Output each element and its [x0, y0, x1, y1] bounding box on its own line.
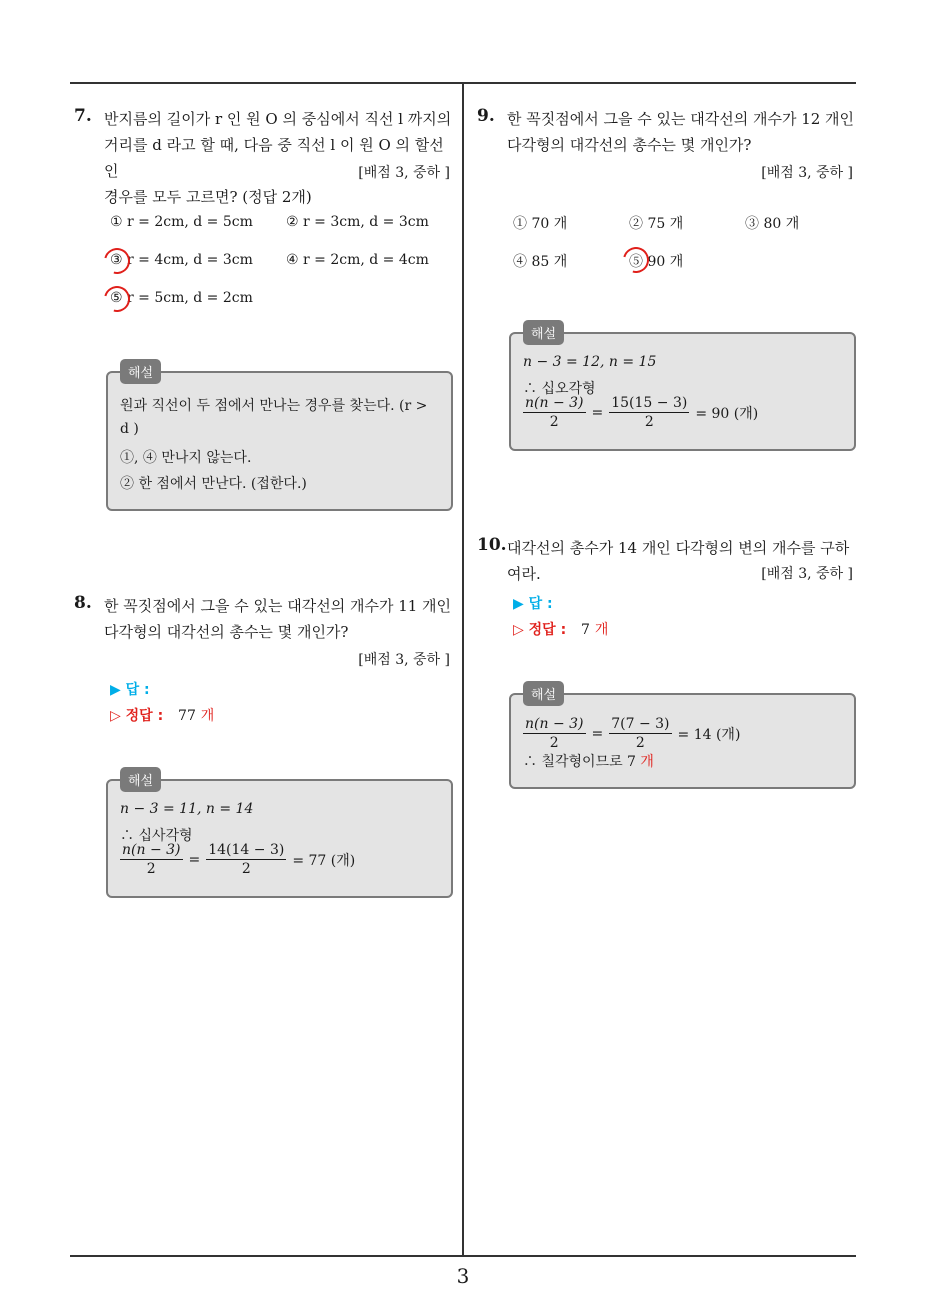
solution-fraction-row [120, 841, 355, 878]
choice-4[interactable]: ④ r = 2cm, d = 4cm [286, 252, 429, 268]
question-text [104, 106, 454, 210]
question-line: 한 꼭짓점에서 그을 수 있는 대각선의 개수가 11 개인 [104, 597, 452, 615]
fraction [523, 394, 586, 431]
fraction [120, 841, 183, 878]
fraction-numerator: n(n − 3) [525, 716, 584, 732]
correct-unit: 개 [200, 708, 215, 724]
fraction-denominator: 2 [241, 861, 251, 877]
solution-box [509, 327, 856, 451]
correct-label: ▷ 정답 : [513, 622, 567, 638]
solution-result: = 14 (개) [677, 726, 741, 743]
question-line: 경우를 모두 고르면? (정답 2개) [104, 188, 312, 206]
question-line: 거리를 d 라고 할 때, 다음 중 직선 l 이 원 O 의 할선인 [104, 136, 444, 180]
score-meta: [배점 3, 중하 ] [358, 652, 450, 668]
fraction-denominator: 2 [644, 414, 654, 430]
question-line: 대각선의 총수가 14 개인 다각형의 변의 개수를 구하 [507, 539, 850, 557]
correct-answer [110, 705, 214, 725]
question-number: 8. [74, 593, 92, 613]
fraction-numerator: 7(7 − 3) [611, 716, 670, 732]
fraction [206, 841, 286, 878]
solution-tag: 해설 [120, 767, 161, 792]
correct-unit: 개 [594, 622, 609, 638]
solution-tag: 해설 [523, 681, 564, 706]
question-9 [477, 106, 857, 276]
question-8 [74, 593, 454, 733]
fraction-denominator: 2 [549, 414, 559, 430]
question-line: 한 꼭짓점에서 그을 수 있는 대각선의 개수가 12 개인 [507, 110, 855, 128]
page-number: 3 [456, 1264, 470, 1288]
fraction [609, 394, 689, 431]
solution-tag: 해설 [523, 320, 564, 345]
choice-2[interactable]: ② 75 개 [629, 216, 684, 232]
solution-line: 원과 직선이 두 점에서 만나는 경우를 찾는다. (r > [120, 398, 428, 414]
correct-answer [513, 619, 608, 639]
choice-1[interactable]: ① r = 2cm, d = 5cm [110, 214, 253, 230]
solution-line: ∴ 십오각형 [523, 381, 596, 397]
fraction-numerator: 14(14 − 3) [208, 842, 285, 858]
answer-label: ▶ 답 : [513, 596, 553, 612]
choice-2[interactable]: ② r = 3cm, d = 3cm [286, 214, 429, 230]
question-number: 9. [477, 106, 495, 126]
solution-line: n − 3 = 11, n = 14 [120, 801, 254, 817]
fraction-denominator: 2 [146, 861, 156, 877]
score-meta: [배점 3, 중하 ] [358, 165, 450, 181]
fraction-numerator: 15(15 − 3) [611, 395, 688, 411]
selected-mark-icon [99, 281, 135, 317]
choice-1[interactable]: ① 70 개 [513, 216, 568, 232]
equals-sign: = [591, 725, 604, 742]
selected-mark-icon [618, 242, 654, 278]
correct-label: ▷ 정답 : [110, 708, 164, 724]
choice-5[interactable]: ⑤ 90 개 [629, 254, 684, 270]
column-divider [462, 83, 464, 1255]
solution-result: = 90 (개) [695, 405, 759, 422]
solution-box [509, 688, 856, 789]
fraction-denominator: 2 [635, 735, 645, 751]
score-meta: [배점 3, 중하 ] [761, 165, 853, 181]
solution-line: d ) [120, 421, 139, 437]
solution-line [523, 751, 654, 771]
solution-line: ①, ④ 만나지 않는다. [120, 450, 252, 466]
fraction [609, 715, 671, 752]
solution-text: ∴ 칠각형이므로 7 [523, 754, 636, 770]
correct-value: 77 [178, 708, 196, 724]
answer-label: ▶ 답 : [110, 682, 150, 698]
question-line: 다각형의 대각선의 총수는 몇 개인가? [507, 136, 752, 154]
solution-unit: 개 [640, 754, 654, 770]
solution-line: n − 3 = 12, n = 15 [523, 354, 657, 370]
fraction-denominator: 2 [549, 735, 559, 751]
fraction-numerator: n(n − 3) [525, 395, 584, 411]
equals-sign: = [188, 851, 201, 868]
fraction-numerator: n(n − 3) [122, 842, 181, 858]
solution-fraction-row [523, 715, 740, 752]
equals-sign: = [591, 404, 604, 421]
choice-3[interactable]: ③ r = 4cm, d = 3cm [110, 252, 253, 268]
selected-mark-icon [99, 243, 135, 279]
solution-box [106, 366, 453, 511]
solution-line: ∴ 십사각형 [120, 828, 193, 844]
choice-4[interactable]: ④ 85 개 [513, 254, 568, 270]
score-meta: [배점 3, 중하 ] [761, 566, 853, 582]
question-number: 10. [477, 535, 507, 555]
fraction [523, 715, 586, 752]
question-text [104, 593, 454, 645]
solution-fraction-row [523, 394, 758, 431]
choice-3[interactable]: ③ 80 개 [745, 216, 800, 232]
question-line: 반지름의 길이가 r 인 원 O 의 중심에서 직선 l 까지의 [104, 110, 452, 128]
correct-value: 7 [581, 622, 590, 638]
question-number: 7. [74, 106, 92, 126]
solution-box [106, 774, 453, 898]
question-10 [477, 535, 857, 645]
solution-result: = 77 (개) [292, 852, 356, 869]
bottom-rule [70, 1255, 856, 1257]
solution-line: ② 한 점에서 만난다. (접한다.) [120, 476, 307, 492]
choice-5[interactable]: ⑤ r = 5cm, d = 2cm [110, 290, 253, 306]
question-line: 여라. [507, 565, 541, 583]
question-text [507, 106, 857, 158]
question-line: 다각형의 대각선의 총수는 몇 개인가? [104, 623, 349, 641]
solution-tag: 해설 [120, 359, 161, 384]
